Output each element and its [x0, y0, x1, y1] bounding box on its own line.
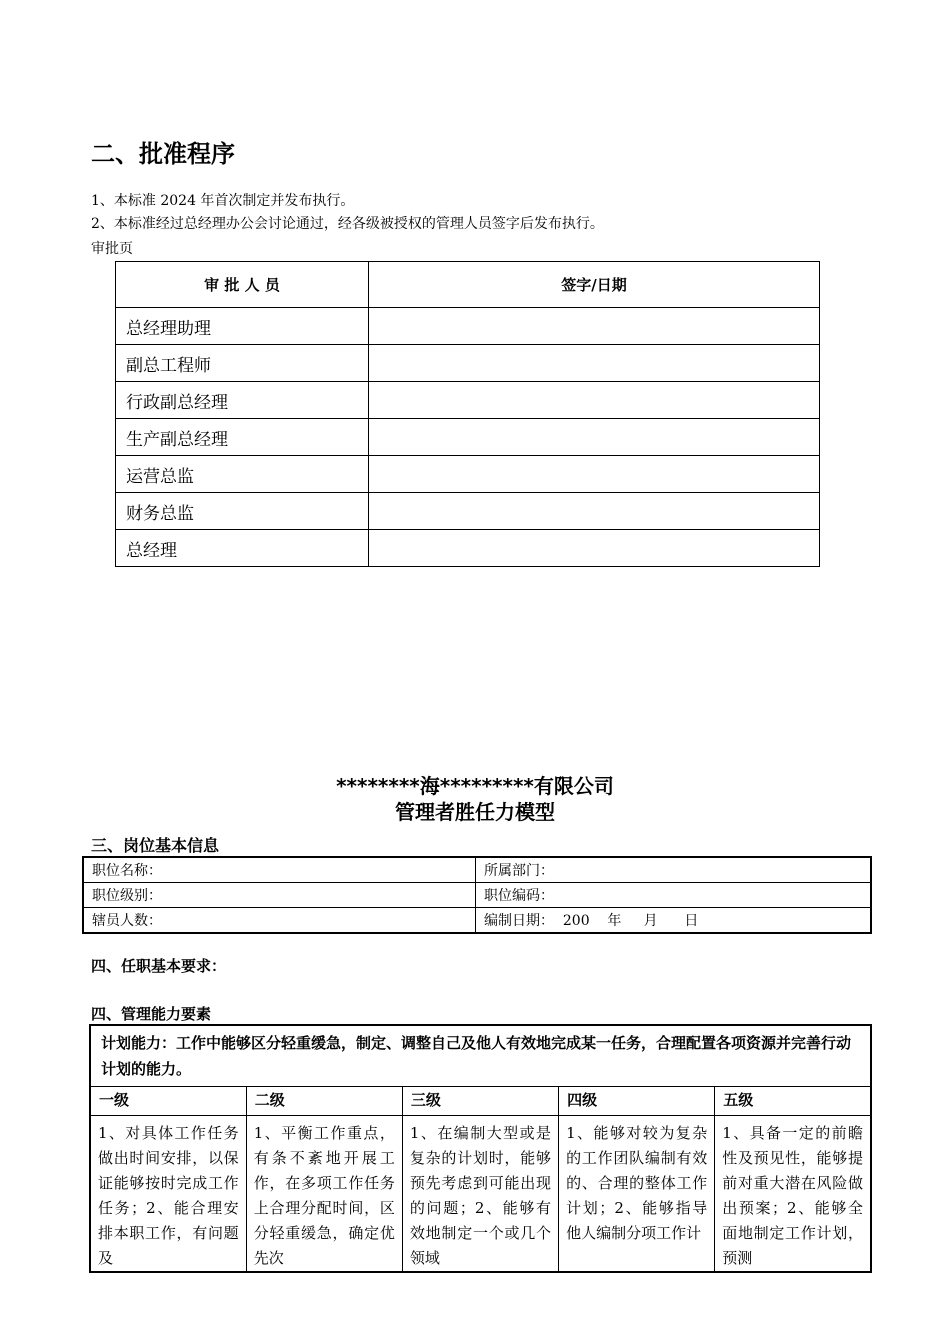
info-cell: 职位名称： — [83, 857, 476, 883]
approval-table — [115, 261, 820, 567]
approval-line-2: 2、本标准经过总经理办公会讨论通过，经各级被授权的管理人员签字后发布执行。 — [91, 216, 604, 232]
info-cell: 职位编码： — [476, 883, 872, 908]
table-row — [116, 456, 820, 493]
level-content: 1、在编制大型或是复杂的计划时，能够预先考虑到可能出现的问题；2、能够有效地制定一个或几个领域 — [409, 1124, 552, 1267]
signature-cell[interactable] — [369, 456, 820, 493]
approval-role: 财务总监 — [116, 493, 369, 530]
section-title-basic-info: 三、岗位基本信息 — [91, 836, 220, 855]
approval-role: 生产副总经理 — [116, 419, 369, 456]
signature-cell[interactable] — [369, 419, 820, 456]
table-row — [83, 908, 871, 934]
level-header: 四级 — [559, 1087, 715, 1116]
signature-cell[interactable] — [369, 530, 820, 567]
info-cell: 编制日期： 200 年 月 日 — [476, 908, 872, 934]
level-header: 一级 — [90, 1087, 246, 1116]
level-content: 1、具备一定的前瞻性及预见性，能够提前对重大潜在风险做出预案；2、能够全面地制定工作计划，预测 — [722, 1124, 863, 1267]
level-header-row — [90, 1087, 871, 1116]
section-title-requirements: 四、任职基本要求： — [91, 957, 227, 975]
approval-line-1: 1、本标准 2024 年首次制定并发布执行。 — [91, 193, 355, 209]
table-row — [116, 530, 820, 567]
ability-table — [89, 1024, 872, 1273]
signature-cell[interactable] — [369, 308, 820, 345]
approval-role: 副总工程师 — [116, 345, 369, 382]
info-cell: 辖员人数： — [83, 908, 476, 934]
signature-cell[interactable] — [369, 382, 820, 419]
level-content: 1、对具体工作任务做出时间安排，以保证能够按时完成工作任务；2、能合理安排本职工作，有问题及 — [98, 1124, 239, 1267]
company-name: ********海*********有限公司 — [336, 774, 614, 798]
table-row — [116, 419, 820, 456]
approval-role: 运营总监 — [116, 456, 369, 493]
level-header: 二级 — [246, 1087, 402, 1116]
info-cell: 所属部门： — [476, 857, 872, 883]
level-header: 五级 — [715, 1087, 871, 1116]
approval-role: 总经理 — [116, 530, 369, 567]
table-row — [83, 857, 871, 883]
approval-page-label: 审批页 — [91, 241, 133, 257]
basic-info-table — [82, 856, 872, 934]
level-content: 1、平衡工作重点，有条不紊地开展工作，在多项工作任务上合理分配时间，区分轻重缓急，确定优先次 — [253, 1124, 395, 1267]
table-row — [116, 345, 820, 382]
approval-role: 行政副总经理 — [116, 382, 369, 419]
ability-description: 计划能力：工作中能够区分轻重缓急，制定、调整自己及他人有效地完成某一任务，合理配置各项资源并完善行动计划的能力。 — [90, 1025, 871, 1087]
approval-header-person: 审 批 人 员 — [116, 262, 369, 308]
info-cell: 职位级别： — [83, 883, 476, 908]
table-row — [90, 1116, 871, 1273]
table-row — [116, 382, 820, 419]
table-row — [83, 883, 871, 908]
document-subtitle: 管理者胜任力模型 — [395, 800, 555, 824]
level-content: 1、能够对较为复杂的工作团队编制有效的、合理的整体工作计划；2、能够指导他人编制分项工作计 — [566, 1124, 708, 1242]
signature-cell[interactable] — [369, 345, 820, 382]
signature-cell[interactable] — [369, 493, 820, 530]
section-title-management: 四、管理能力要素 — [91, 1005, 212, 1023]
section-title-approval: 二、批准程序 — [91, 140, 235, 168]
table-row — [116, 493, 820, 530]
approval-header-sign: 签字/日期 — [369, 262, 820, 308]
table-row — [116, 308, 820, 345]
approval-role: 总经理助理 — [116, 308, 369, 345]
level-header: 三级 — [402, 1087, 558, 1116]
